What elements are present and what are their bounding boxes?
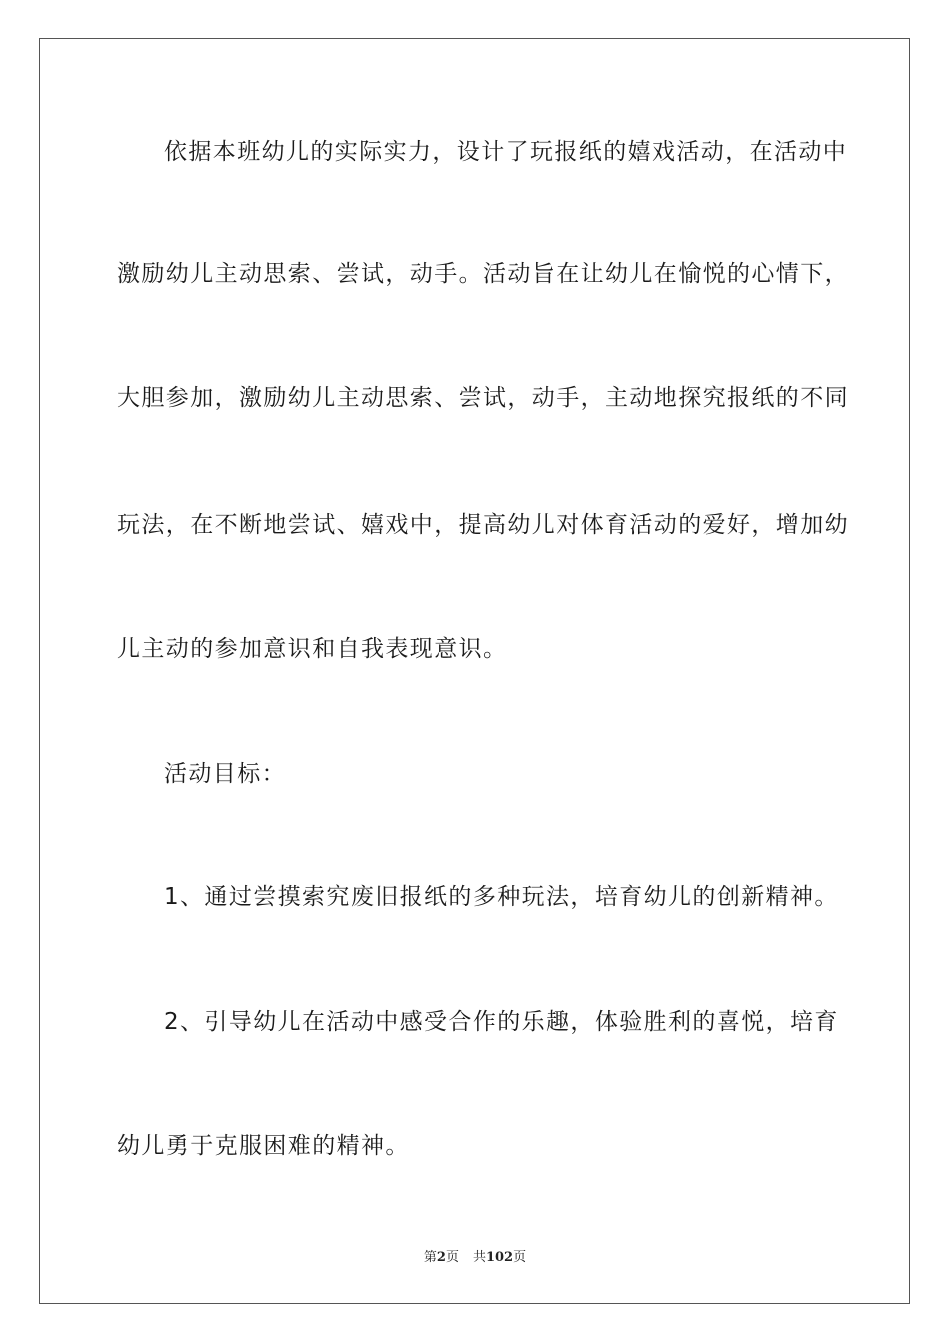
- footer-page-prefix: 第: [423, 1250, 437, 1265]
- paragraph-line-1: 依据本班幼儿的实际实力，设计了玩报纸的嬉戏活动，在活动中: [164, 139, 848, 165]
- paragraph-line-3: 大胆参加，激励幼儿主动思索、尝试，动手，主动地探究报纸的不同: [117, 385, 849, 411]
- section-heading: 活动目标：: [164, 761, 286, 787]
- paragraph-line-5: 儿主动的参加意识和自我表现意识。: [117, 636, 508, 662]
- paragraph-line-4: 玩法，在不断地尝试、嬉戏中，提高幼儿对体育活动的爱好，增加幼: [117, 512, 849, 538]
- page-footer: [0, 1246, 950, 1265]
- footer-page-number: 2: [436, 1250, 446, 1265]
- footer-total-pages: 102: [485, 1250, 514, 1265]
- page-border: [39, 38, 910, 1304]
- goal-item-2-line-1: 2、引导幼儿在活动中感受合作的乐趣，体验胜利的喜悦，培育: [164, 1009, 839, 1035]
- goal-item-2-line-2: 幼儿勇于克服困难的精神。: [117, 1133, 410, 1159]
- paragraph-line-2: 激励幼儿主动思索、尝试，动手。活动旨在让幼儿在愉悦的心情下，: [117, 261, 849, 287]
- goal-item-1: 1、通过尝摸索究废旧报纸的多种玩法，培育幼儿的创新精神。: [164, 884, 839, 910]
- footer-total-prefix: 共: [472, 1250, 486, 1265]
- footer-total-suffix: 页: [513, 1250, 527, 1265]
- footer-page-suffix: 页: [445, 1250, 459, 1265]
